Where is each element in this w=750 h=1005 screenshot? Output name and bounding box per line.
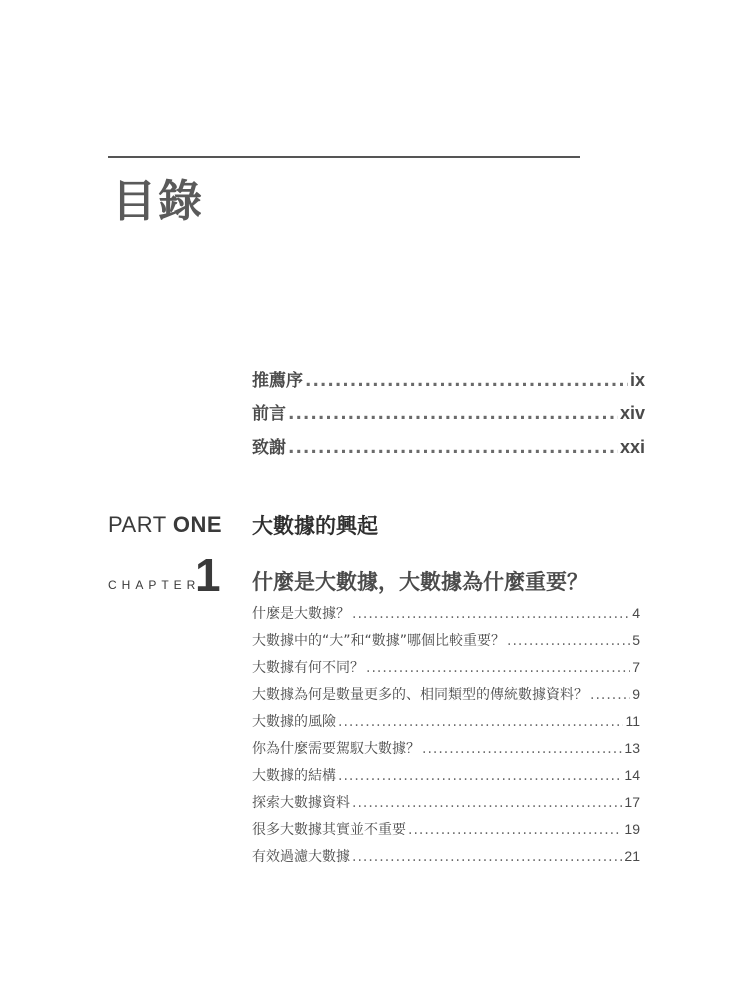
- leader-dots: [590, 687, 630, 703]
- chapter-number: 1: [195, 549, 221, 601]
- toc-entry-foreword[interactable]: [252, 366, 645, 391]
- part-word: PART: [108, 512, 167, 537]
- leader-dots: [422, 741, 622, 757]
- leader-dots: [352, 849, 622, 865]
- toc-entry-page: 9: [632, 686, 640, 702]
- toc-entry-preface[interactable]: [252, 399, 645, 424]
- toc-entry-page: 14: [624, 767, 640, 783]
- part-number: ONE: [172, 512, 223, 537]
- chapter-entry[interactable]: [252, 819, 640, 839]
- leader-dots: [338, 768, 622, 784]
- chapter-label: CHAPTER: [108, 578, 201, 592]
- header-rule: [108, 156, 580, 158]
- toc-entry-label: 什麼是大數據？: [252, 606, 350, 622]
- leader-dots: [352, 606, 630, 622]
- leader-dots: [408, 822, 622, 838]
- chapter-entry[interactable]: [252, 603, 640, 623]
- leader-dots: [366, 660, 630, 676]
- chapter-entry[interactable]: [252, 765, 640, 785]
- leader-dots: [352, 795, 622, 811]
- toc-entry-label: 大數據為何是數量更多的、相同類型的傳統數據資料？: [252, 687, 588, 703]
- toc-entry-page: 17: [624, 794, 640, 810]
- toc-entry-label: 有效過濾大數據: [252, 849, 350, 865]
- toc-entry-label: 你為什麼需要駕馭大數據？: [252, 741, 420, 757]
- part-label: [108, 512, 222, 538]
- leader-dots: [338, 714, 623, 730]
- leader-dots: [288, 438, 618, 458]
- page-title: 目錄: [112, 176, 204, 227]
- toc-entry-page: 13: [624, 740, 640, 756]
- chapter-entry[interactable]: [252, 846, 640, 866]
- toc-entry-page: xxi: [619, 437, 645, 457]
- chapter-entry[interactable]: [252, 657, 640, 677]
- toc-entry-label: 很多大數據其實並不重要: [252, 822, 406, 838]
- toc-entry-page: 7: [632, 659, 640, 675]
- toc-entry-label: 探索大數據資料: [252, 795, 350, 811]
- toc-entry-label: 大數據的結構: [252, 768, 336, 784]
- chapter-entry[interactable]: [252, 630, 640, 650]
- chapter-entry[interactable]: [252, 684, 640, 704]
- chapter-entry[interactable]: [252, 792, 640, 812]
- toc-entry-label: 前言: [252, 404, 286, 424]
- toc-entry-label: 大數據的風險: [252, 714, 336, 730]
- toc-entry-page: ix: [629, 370, 645, 390]
- toc-entry-acknowledgements[interactable]: [252, 433, 645, 458]
- toc-entry-page: 4: [632, 605, 640, 621]
- leader-dots: [288, 404, 618, 424]
- toc-entry-page: 11: [625, 713, 640, 729]
- toc-entry-page: xiv: [619, 403, 645, 423]
- toc-entry-label: 推薦序: [252, 371, 303, 391]
- toc-entry-label: 致謝: [252, 438, 286, 458]
- chapter-title[interactable]: 什麼是大數據，大數據為什麼重要？: [252, 570, 588, 594]
- chapter-entry[interactable]: [252, 738, 640, 758]
- leader-dots: [305, 371, 628, 391]
- part-title[interactable]: 大數據的興起: [252, 514, 378, 538]
- leader-dots: [507, 633, 630, 649]
- toc-entry-page: 21: [624, 848, 640, 864]
- toc-entry-page: 19: [624, 821, 640, 837]
- toc-entry-page: 5: [632, 632, 640, 648]
- toc-entry-label: 大數據有何不同？: [252, 660, 364, 676]
- chapter-entry[interactable]: [252, 711, 640, 731]
- toc-entry-label: 大數據中的“大”和“數據”哪個比較重要？: [252, 633, 506, 649]
